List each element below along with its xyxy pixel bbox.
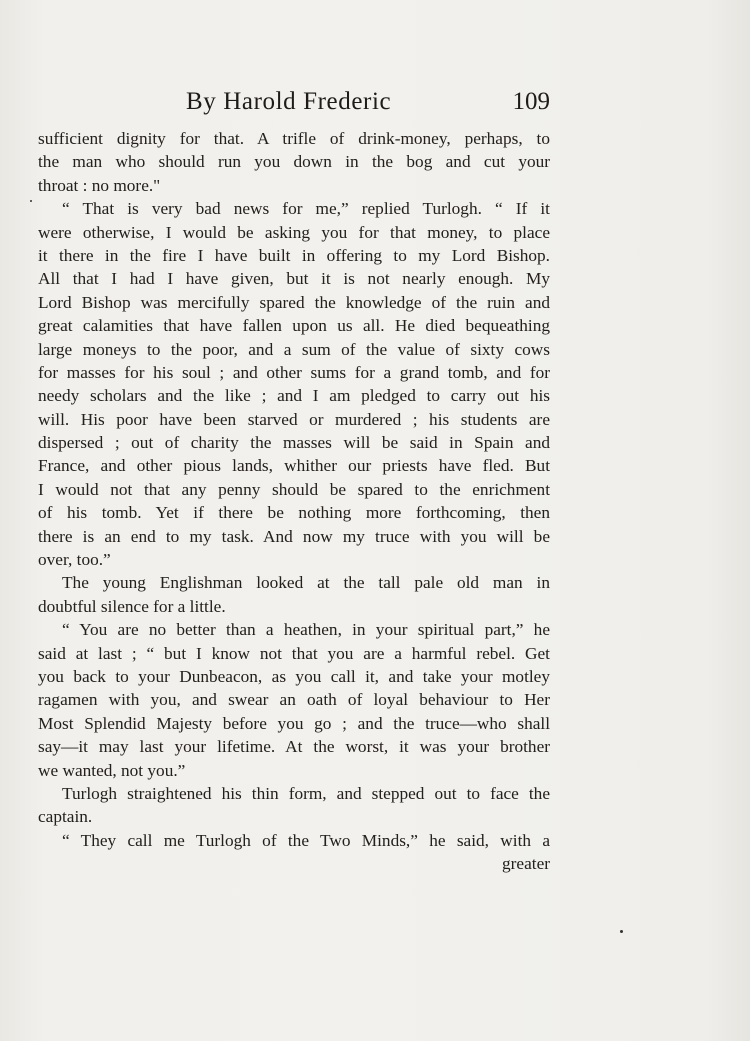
text-line: there is an end to my task. And now my truce with you will be bbox=[38, 526, 550, 546]
paper-speck bbox=[620, 930, 623, 933]
text-line: “ You are no better than a heathen, in your spiritual part,” he bbox=[62, 620, 550, 640]
catchword: greater bbox=[502, 854, 550, 874]
text-line: great calamities that have fallen upon us all. He died bequeathing bbox=[38, 316, 550, 336]
text-line: All that I had I have given, but it is not nearly enough. My bbox=[38, 269, 550, 289]
text-line: for masses for his soul ; and other sums for a grand tomb, and for bbox=[38, 362, 550, 382]
body-text bbox=[38, 127, 550, 876]
text-line: the man who should run you down in the bog and cut your bbox=[38, 152, 550, 172]
text-line: doubtful silence for a little. bbox=[38, 596, 226, 616]
text-line: we wanted, not you.” bbox=[38, 760, 186, 780]
text-line: Lord Bishop was mercifully spared the knowledge of the ruin and bbox=[38, 292, 550, 312]
text-line: “ They call me Turlogh of the Two Minds,” he said, with a bbox=[62, 830, 550, 850]
text-line: you back to your Dunbeacon, as you call it, and take your motley bbox=[38, 666, 550, 686]
text-line: were otherwise, I would be asking you for that money, to place bbox=[38, 222, 550, 242]
paper-speck bbox=[30, 200, 32, 202]
text-line: will. His poor have been starved or murdered ; his students are bbox=[38, 409, 550, 429]
text-line: “ That is very bad news for me,” replied Turlogh. “ If it bbox=[62, 199, 550, 219]
text-line: I would not that any penny should be spared to the enrichment bbox=[38, 479, 550, 499]
text-line: of his tomb. Yet if there be nothing more forthcoming, then bbox=[38, 503, 550, 523]
running-head: By Harold Frederic bbox=[186, 88, 392, 115]
page-header bbox=[38, 88, 550, 124]
page-number: 109 bbox=[512, 88, 550, 115]
text-line: captain. bbox=[38, 807, 93, 827]
text-line: large moneys to the poor, and a sum of the value of sixty cows bbox=[38, 339, 550, 359]
text-line: Most Splendid Majesty before you go ; and the truce—who shall bbox=[38, 713, 550, 733]
text-line: dispersed ; out of charity the masses will be said in Spain and bbox=[38, 433, 550, 453]
text-line: sufficient dignity for that. A trifle of drink-money, perhaps, to bbox=[38, 129, 550, 148]
text-line: throat : no more." bbox=[38, 175, 161, 195]
text-line: Turlogh straightened his thin form, and stepped out to face the bbox=[62, 783, 550, 803]
text-line: France, and other pious lands, whither our priests have fled. But bbox=[38, 456, 550, 476]
text-line: it there in the fire I have built in offering to my Lord Bishop. bbox=[38, 245, 550, 265]
text-line: over, too.” bbox=[38, 550, 111, 570]
text-line: ragamen with you, and swear an oath of loyal behaviour to Her bbox=[38, 690, 550, 710]
text-line: said at last ; “ but I know not that you are a harmful rebel. Get bbox=[38, 643, 550, 663]
text-line: needy scholars and the like ; and I am pledged to carry out his bbox=[38, 386, 550, 406]
text-line: The young Englishman looked at the tall pale old man in bbox=[62, 573, 550, 593]
text-line: say—it may last your lifetime. At the worst, it was your brother bbox=[38, 737, 550, 757]
